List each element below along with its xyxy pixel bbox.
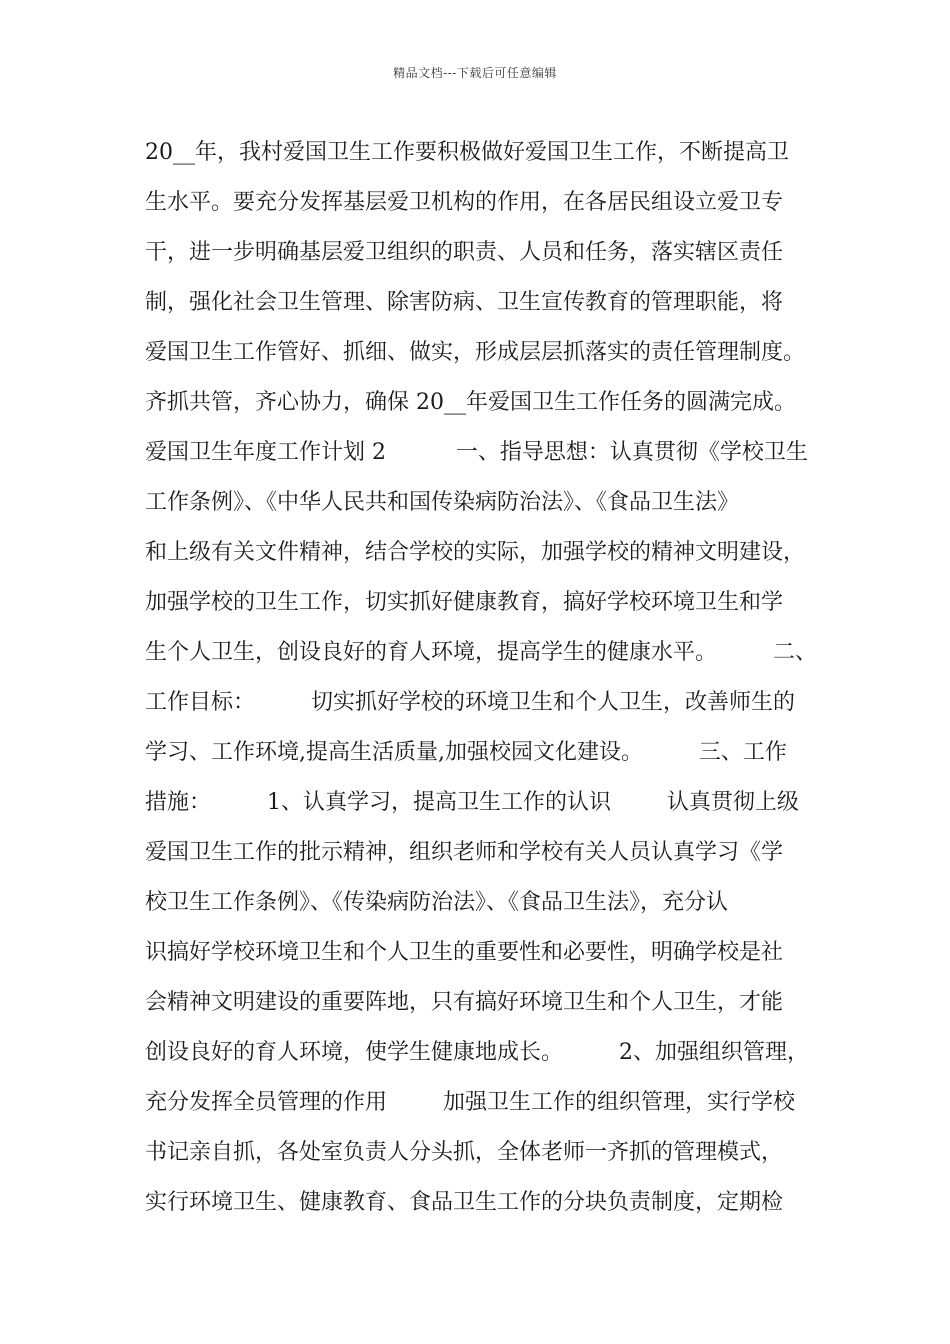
text-line: 创设良好的育人环境，使学生健康地成长。 2、加强组织管理， (145, 1040, 809, 1065)
text-line: 和上级有关文件精神，结合学校的实际，加强学校的精神文明建设， (145, 540, 806, 565)
text-line: 爱国卫生年度工作计划 2 一、指导思想：认真贯彻《学校卫生 (145, 440, 808, 465)
text-line: 爱国卫生工作管好、抓细、做实，形成层层抓落实的责任管理制度。 (145, 340, 806, 365)
text-line: 实行环境卫生、健康教育、食品卫生工作的分块负责制度，定期检 (145, 1190, 784, 1215)
document-body (145, 128, 825, 1228)
text-line: 学习、工作环境,提高生活质量,加强校园文化建设。 三、工作 (145, 740, 787, 765)
text-line: 生个人卫生，创设良好的育人环境，提高学生的健康水平。 二、 (145, 640, 817, 665)
text-line: 校卫生工作条例》、《传染病防治法》、《食品卫生法》，充分认 (145, 890, 729, 915)
text-line: 工作目标： 切实抓好学校的环境卫生和个人卫生，改善师生的 (145, 690, 795, 715)
text-line: 书记亲自抓，各处室负责人分头抓，全体老师一齐抓的管理模式， (145, 1140, 784, 1165)
text-line: 充分发挥全员管理的作用 加强卫生工作的组织管理，实行学校 (145, 1090, 795, 1115)
text-line: 干，进一步明确基层爱卫组织的职责、人员和任务，落实辖区责任 (145, 240, 784, 265)
text-line: 爱国卫生工作的批示精神，组织老师和学校有关人员认真学习《学 (145, 840, 784, 865)
text-line: 齐抓共管，齐心协力，确保 20__年爱国卫生工作任务的圆满完成。 (145, 390, 796, 415)
text-line: 制，强化社会卫生管理、除害防病、卫生宣传教育的管理职能，将 (145, 290, 784, 315)
text-line: 工作条例》、《中华人民共和国传染病防治法》、《食品卫生法》 (145, 490, 740, 515)
text-line: 措施： 1、认真学习，提高卫生工作的认识 认真贯彻上级 (145, 790, 799, 815)
text-line: 加强学校的卫生工作，切实抓好健康教育，搞好学校环境卫生和学 (145, 590, 784, 615)
text-line: 识搞好学校环境卫生和个人卫生的重要性和必要性，明确学校是社 (145, 940, 784, 965)
text-line: 20__年，我村爱国卫生工作要积极做好爱国卫生工作，不断提高卫 (145, 140, 789, 165)
text-line: 生水平。要充分发挥基层爱卫机构的作用，在各居民组设立爱卫专 (145, 190, 784, 215)
text-line: 会精神文明建设的重要阵地，只有搞好环境卫生和个人卫生，才能 (145, 990, 784, 1015)
page-header: 精品文档---下载后可任意编辑 (393, 66, 557, 80)
